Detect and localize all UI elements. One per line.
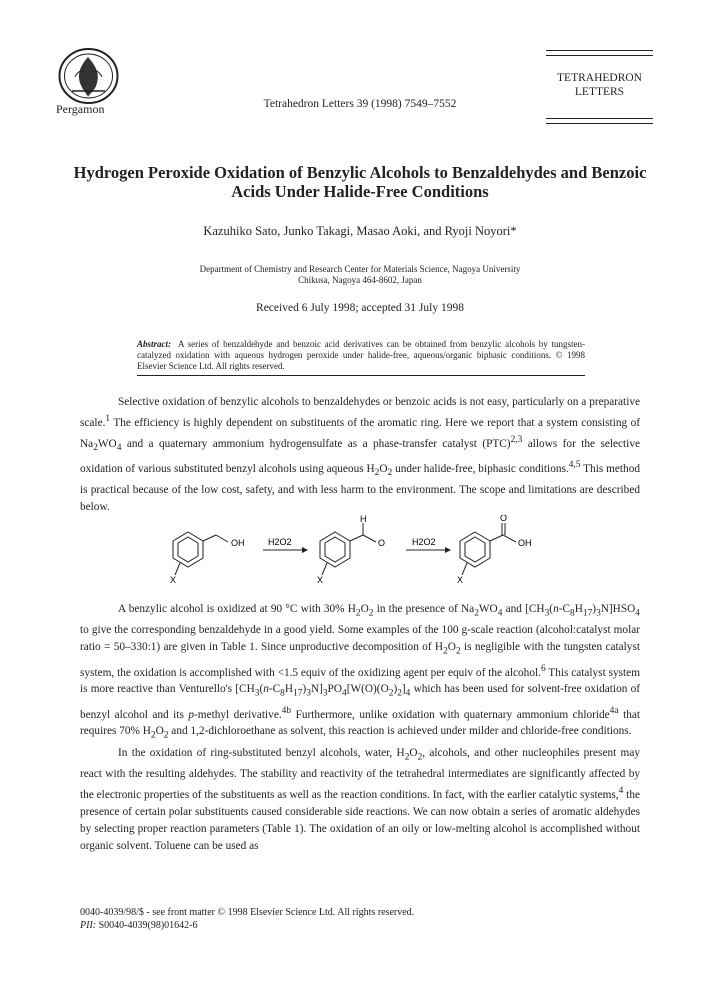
oh-label: OH xyxy=(231,538,245,548)
header-rule xyxy=(546,50,653,51)
arrow-head xyxy=(445,547,451,553)
abstract-label: Abstract: xyxy=(137,339,172,349)
header-rule xyxy=(546,55,653,56)
h-label: H xyxy=(360,515,367,524)
benzaldehyde-structure xyxy=(320,523,376,575)
abstract xyxy=(137,339,585,372)
x-label: X xyxy=(170,575,177,585)
affiliation-line: Chikusa, Nagoya 464-8602, Japan xyxy=(298,275,422,285)
elsevier-logo xyxy=(57,47,120,105)
copyright-line: 0040-4039/98/$ - see front matter © 1998 Elsevier Science Ltd. All rights reserved. xyxy=(80,907,415,918)
reaction-scheme xyxy=(150,515,590,585)
abstract-text: A series of benzaldehyde and benzoic acid derivatives can be obtained from benzylic alcohols by tungsten-catalyzed oxidation with aqueous hydrogen peroxide under halide-free, aqueous/organic biphasic conditions. © 1998 Elsevier Science Ltd. All rights reserved. xyxy=(137,339,585,371)
author-list: Kazuhiko Sato, Junko Takagi, Masao Aoki, and Ryoji Noyori* xyxy=(203,224,517,238)
oh-label: OH xyxy=(518,538,532,548)
footer xyxy=(80,906,414,932)
intro-paragraph: Selective oxidation of benzylic alcohols to benzaldehydes or benzoic acids is not easy, particularly on a preparative scale.$^1$ The efficiency is highly dependent on substituents of the aromatic ring. Here we report that a system consisting of $Na_2WO_4$ and a quaternary ammonium hydrogensulfate as a phase-transfer catalyst (PTC)$^{2,3}$ allows for the selective oxidation of various substituted benzyl alcohols using aqueous $H_2O_2$ under halide-free, biphasic conditions.$^{4,5}$ This method is practical because of the low cost, safety, and with less harm to the environment. The scope and limitations are described below. xyxy=(80,396,640,513)
pii-value: S0040-4039(98)01642-6 xyxy=(98,920,198,931)
journal-reference: Tetrahedron Letters 39 (1998) 7549–7552 xyxy=(263,98,457,110)
affiliation xyxy=(0,264,720,286)
x-label: X xyxy=(457,575,464,585)
pii-line xyxy=(80,919,414,932)
publisher-name: Pergamon xyxy=(56,102,105,116)
o-label: O xyxy=(378,538,386,548)
reagent-label: H2O2 xyxy=(268,537,292,547)
article-title: Hydrogen Peroxide Oxidation of Benzylic Alcohols to Benzaldehydes and Benzoic Acids Under Halide-Free Conditions xyxy=(73,163,647,201)
x-label: X xyxy=(317,575,324,585)
benzyl-alcohol-structure xyxy=(173,532,228,575)
affiliation-line: Department of Chemistry and Research Center for Materials Science, Nagoya University xyxy=(199,264,521,274)
body-paragraph: A benzylic alcohol is oxidized at 90 °C with 30% $H_2O_2$ in the presence of $Na_2WO_4$ and $[CH_3(n-C_8H_{17})_3N]HSO_4$ to give the corresponding benzaldehyde in a good yield. Some examples of the 100 g-scale reaction (alcohol:catalyst molar ratio = 50–330:1) are given in Table 1. Since unproductive decomposition of $H_2O_2$ is negligible with the tungsten catalyst system, the oxidation is accomplished with <1.5 equiv of the oxidizing agent per equiv of the alcohol.$^6$ This catalyst system is more reactive than Venturello's $[CH_3(n-C_8H_{17})_3N]_3PO_4[W(O)(O_2)_2]_4$ which has been used for solvent-free oxidation of benzyl alcohol and its p-methyl derivative.$^{4b}$ Furthermore, unlike oxidation with quaternary ammonium chloride$^{4a}$ that requires 70% $H_2O_2$ and 1,2-dichloroethane as solvent, this reaction is achieved under milder and chloride-free conditions. In the oxidation of ring-substituted benzyl alcohols, water, $H_2O_2$, alcohols, and other nucleophiles present may react with the resulting aldehydes. The stability and reactivity of the tetrahedral intermediates are significantly affected by the electronic properties of the substituents as well as the reaction conditions. In fact, with the earlier catalytic systems,$^4$ the presence of certain polar substituents caused considerable side reactions. We can now obtain a series of aromatic aldehydes by selecting proper reaction parameters (Table 1). The oxidation of an oily or low-melting alcohol is accomplished without organic solvent. Toluene can be used as xyxy=(80,603,641,852)
journal-name: TETRAHEDRON LETTERS xyxy=(557,72,642,98)
reagent-label: H2O2 xyxy=(412,537,436,547)
header-rule xyxy=(546,123,653,124)
pii-label: PII: xyxy=(80,920,97,931)
o-label: O xyxy=(500,515,508,523)
header-rule xyxy=(546,118,653,119)
received-date: Received 6 July 1998; accepted 31 July 1998 xyxy=(256,302,464,314)
abstract-rule xyxy=(137,375,585,376)
benzoic-acid-structure xyxy=(460,523,516,575)
arrow-head xyxy=(302,547,308,553)
